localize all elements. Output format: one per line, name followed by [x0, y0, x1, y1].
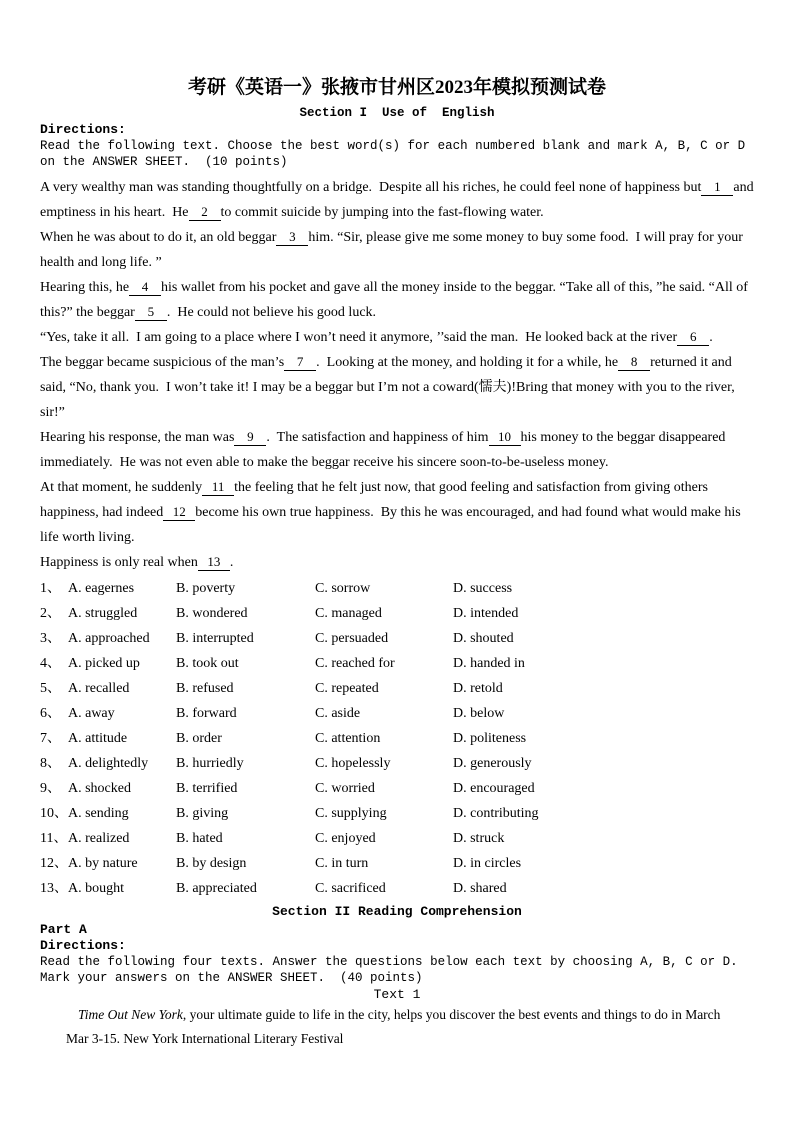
cloze-blank-12: 12	[163, 504, 195, 521]
option-b: B. wondered	[176, 606, 248, 621]
question-number: 3、	[40, 631, 61, 646]
passage-text: returned it and said, “No, thank you. I won’t take it! I may be a beggar but I’m not a coward(懦夫)!Bring that money with you to the river, sir!”	[40, 355, 739, 420]
option-d: D. struck	[453, 831, 505, 846]
cloze-blank-2: 2	[189, 204, 221, 221]
question-number: 5、	[40, 681, 61, 696]
passage-text: .	[229, 555, 234, 570]
passage-text: Happiness is only real when	[40, 555, 198, 570]
question-number: 7、	[40, 731, 61, 746]
option-row	[40, 701, 754, 726]
question-number: 13、	[40, 881, 68, 896]
option-row	[40, 601, 754, 626]
question-number: 9、	[40, 781, 61, 796]
passage-text: . He could not believe his good luck.	[166, 305, 377, 320]
cloze-blank-7: 7	[284, 354, 316, 371]
text1-magazine-name: Time Out New York	[78, 1007, 183, 1022]
option-b: B. took out	[176, 656, 239, 671]
passage-paragraph	[40, 550, 754, 575]
option-c: C. hopelessly	[315, 756, 391, 771]
option-row	[40, 801, 754, 826]
option-row	[40, 676, 754, 701]
option-a: A. approached	[68, 631, 150, 646]
option-d: D. in circles	[453, 856, 522, 871]
question-number: 1、	[40, 581, 61, 596]
section2-directions-label: Directions:	[40, 938, 126, 953]
cloze-passage	[40, 175, 758, 575]
question-number: 2、	[40, 606, 61, 621]
option-d: D. shouted	[453, 631, 514, 646]
option-d: D. intended	[453, 606, 519, 621]
cloze-blank-3: 3	[276, 229, 308, 246]
option-a: A. delightedly	[68, 756, 149, 771]
passage-text: . The satisfaction and happiness of him	[266, 430, 489, 445]
passage-text: When he was about to do it, an old beggar	[40, 230, 277, 245]
passage-text: .	[709, 330, 713, 345]
cloze-blank-10: 10	[489, 429, 521, 446]
option-d: D. generously	[453, 756, 532, 771]
passage-paragraph	[40, 325, 754, 350]
cloze-options-list	[40, 576, 754, 901]
question-number: 12、	[40, 856, 68, 871]
section2-heading: Section II Reading Comprehension	[272, 904, 522, 919]
text1-heading: Text 1	[373, 987, 421, 1002]
option-d: D. encouraged	[453, 781, 535, 796]
option-a: A. struggled	[68, 606, 138, 621]
passage-paragraph	[40, 475, 754, 550]
option-c: C. worried	[315, 781, 375, 796]
option-c: C. attention	[315, 731, 381, 746]
passage-text: Hearing his response, the man was	[40, 430, 235, 445]
option-c: C. persuaded	[315, 631, 389, 646]
option-d: D. contributing	[453, 806, 539, 821]
option-d: D. retold	[453, 681, 503, 696]
option-a: A. realized	[68, 831, 130, 846]
option-c: C. in turn	[315, 856, 369, 871]
passage-paragraph	[40, 175, 758, 225]
option-d: D. politeness	[453, 731, 527, 746]
question-number: 10、	[40, 806, 68, 821]
option-d: D. shared	[453, 881, 507, 896]
option-row	[40, 576, 754, 601]
passage-text: his wallet from his pocket and gave all the money inside to the beggar. “Take all of this, ”he said. “All of this?” the beggar	[40, 280, 752, 320]
cloze-blank-4: 4	[129, 279, 161, 296]
option-a: A. eagernes	[68, 581, 135, 596]
option-d: D. below	[453, 706, 505, 721]
question-number: 8、	[40, 756, 61, 771]
passage-paragraph	[40, 425, 754, 475]
option-row	[40, 726, 754, 751]
passage-text: and emptiness in his heart. He	[40, 180, 758, 220]
option-row	[40, 851, 754, 876]
cloze-blank-11: 11	[202, 479, 234, 496]
option-b: B. poverty	[176, 581, 236, 596]
option-b: B. forward	[176, 706, 237, 721]
passage-text: his money to the beggar disappeared immediately. He was not even able to make the beggar receive his sincere soon-to-be-useless money.	[40, 430, 729, 470]
option-row	[40, 776, 754, 801]
section2-directions-text: Read the following four texts. Answer the questions below each text by choosing A, B, C or D. Mark your answers on the ANSWER SHEET. (40 points)	[40, 955, 746, 985]
passage-text: Hearing this, he	[40, 280, 130, 295]
cloze-blank-1: 1	[701, 179, 733, 196]
passage-text: become his own true happiness. By this he was encouraged, and had found what would make his life worth living.	[40, 505, 745, 545]
cloze-blank-9: 9	[234, 429, 266, 446]
option-c: C. managed	[315, 606, 382, 621]
option-c: C. supplying	[315, 806, 387, 821]
option-c: C. repeated	[315, 681, 379, 696]
option-row	[40, 651, 754, 676]
passage-text: The beggar became suspicious of the man’s	[40, 355, 285, 370]
option-d: D. handed in	[453, 656, 525, 671]
option-c: C. sorrow	[315, 581, 371, 596]
option-a: A. sending	[68, 806, 129, 821]
passage-text: him. “Sir, please give me some money to buy some food. I will pray for your health and long life. ”	[40, 230, 747, 270]
option-c: C. aside	[315, 706, 361, 721]
option-b: B. terrified	[176, 781, 238, 796]
option-a: A. recalled	[68, 681, 130, 696]
passage-text: “Yes, take it all. I am going to a place where I won’t need it anymore, ’’said the man. He looked back at the river	[40, 330, 678, 345]
option-a: A. by nature	[68, 856, 138, 871]
section1-heading: Section I Use of English	[299, 106, 495, 120]
option-a: A. picked up	[68, 656, 140, 671]
option-row	[40, 826, 754, 851]
option-d: D. success	[453, 581, 513, 596]
option-row	[40, 626, 754, 651]
option-a: A. shocked	[68, 781, 131, 796]
passage-paragraph	[40, 225, 754, 275]
option-row	[40, 876, 754, 901]
passage-text: . Looking at the money, and holding it for a while, he	[316, 355, 619, 370]
cloze-blank-5: 5	[135, 304, 167, 321]
text1-event-line: Mar 3-15. New York International Literary Festival	[66, 1031, 344, 1046]
option-a: A. attitude	[68, 731, 128, 746]
passage-paragraph	[40, 275, 754, 325]
option-b: B. by design	[176, 856, 247, 871]
passage-text: to commit suicide by jumping into the fast-flowing water.	[220, 205, 544, 220]
question-number: 6、	[40, 706, 61, 721]
cloze-blank-13: 13	[198, 554, 230, 571]
option-b: B. order	[176, 731, 222, 746]
question-number: 4、	[40, 656, 61, 671]
part-a-label: Part A	[40, 922, 87, 937]
passage-text: the feeling that he felt just now, that good feeling and satisfaction from giving others happiness, had indeed	[40, 480, 712, 520]
cloze-blank-6: 6	[677, 329, 709, 346]
option-c: C. reached for	[315, 656, 395, 671]
option-c: C. sacrificed	[315, 881, 386, 896]
text1-intro-rest: , your ultimate guide to life in the city, helps you discover the best events and things to do in March	[182, 1007, 721, 1022]
passage-paragraph	[40, 350, 754, 425]
question-number: 11、	[40, 831, 68, 846]
section1-directions-label: Directions:	[40, 122, 126, 137]
option-a: A. away	[68, 706, 115, 721]
option-b: B. hurriedly	[176, 756, 244, 771]
option-b: B. refused	[176, 681, 234, 696]
option-b: B. hated	[176, 831, 223, 846]
text1-intro-paragraph	[40, 1003, 754, 1027]
option-a: A. bought	[68, 881, 124, 896]
passage-text: A very wealthy man was standing thoughtfully on a bridge. Despite all his riches, he could feel none of happiness but	[40, 180, 702, 195]
option-b: B. appreciated	[176, 881, 257, 896]
page-title: 考研《英语一》张掖市甘州区2023年模拟预测试卷	[187, 77, 606, 98]
option-b: B. interrupted	[176, 631, 254, 646]
passage-text: At that moment, he suddenly	[40, 480, 203, 495]
option-c: C. enjoyed	[315, 831, 376, 846]
option-b: B. giving	[176, 806, 229, 821]
section1-directions-text: Read the following text. Choose the best word(s) for each numbered blank and mark A, B, C or D on the ANSWER SHEET. (10 points)	[40, 139, 753, 169]
cloze-blank-8: 8	[618, 354, 650, 371]
option-row	[40, 751, 754, 776]
